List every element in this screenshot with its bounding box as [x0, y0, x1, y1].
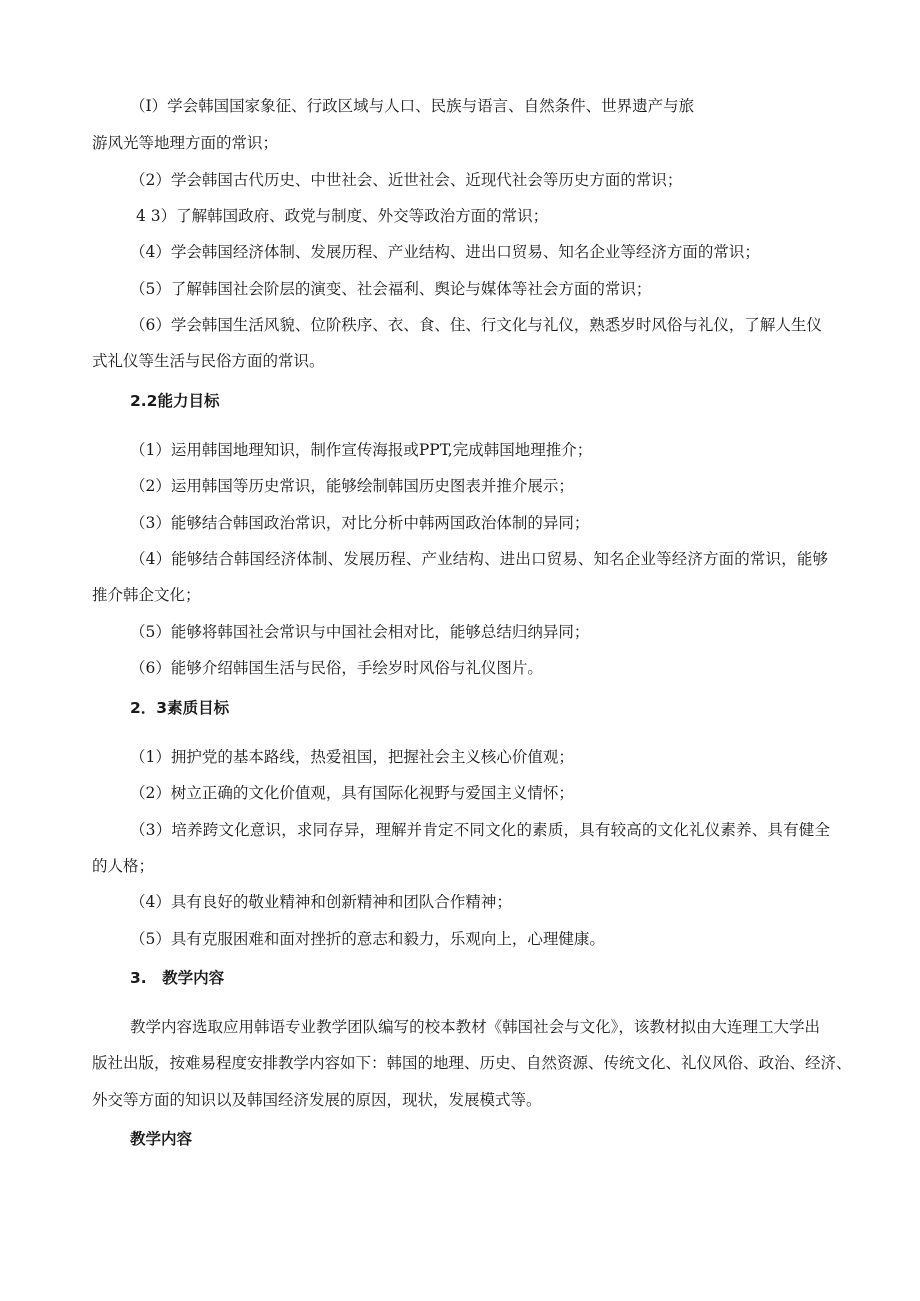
ability-item-4-line-2: 推介韩企文化；: [92, 586, 201, 604]
quality-item-5: （5）具有克服困难和面对挫折的意志和毅力，乐观向上，心理健康。: [130, 930, 605, 948]
ability-item-2: （2）运用韩国等历史常识，能够绘制韩国历史图表并推介展示；: [130, 477, 574, 495]
knowledge-item-5: （5）了解韩国社会阶层的演变、社会福利、舆论与媒体等社会方面的常识；: [130, 280, 652, 298]
ability-item-4-line-1: （4）能够结合韩国经济体制、发展历程、产业结构、进出口贸易、知名企业等经济方面的常识，能够: [130, 550, 828, 568]
content-paragraph-line-2: 版社出版，按难易程度安排教学内容如下：韩国的地理、历史、自然资源、传统文化、礼仪风俗、政治、经济、: [92, 1054, 852, 1072]
knowledge-item-1-line-2: 游风光等地理方面的常识；: [92, 134, 279, 152]
knowledge-item-2: （2）学会韩国古代历史、中世社会、近世社会、近现代社会等历史方面的常识；: [130, 171, 683, 189]
quality-item-3-line-2: 的人格；: [92, 857, 155, 875]
subheading-content: 教学内容: [130, 1130, 193, 1148]
quality-item-4: （4）具有良好的敬业精神和创新精神和团队合作精神；: [130, 893, 512, 911]
quality-item-2: （2）树立正确的文化价值观，具有国际化视野与爱国主义情怀；: [130, 784, 574, 802]
ability-item-1: （1）运用韩国地理知识，制作宣传海报或PPT,完成韩国地理推介；: [130, 441, 593, 459]
content-paragraph-line-1: 教学内容选取应用韩语专业教学团队编写的校本教材《韩国社会与文化》，该教材拟由大连理工大学出: [130, 1018, 820, 1036]
knowledge-item-6-line-1: （6）学会韩国生活风貌、位阶秩序、衣、食、住、行文化与礼仪，熟悉岁时风俗与礼仪，了解人生仪: [130, 316, 822, 334]
knowledge-item-6-line-2: 式礼仪等生活与民俗方面的常识。: [92, 352, 325, 370]
section-heading-content: 3. 教学内容: [130, 969, 225, 987]
quality-item-1: （1）拥护党的基本路线，热爱祖国，把握社会主义核心价值观；: [130, 748, 574, 766]
quality-item-3-line-1: （3）培养跨文化意识，求同存异，理解并肯定不同文化的素质，具有较高的文化礼仪素养、具有健全: [130, 821, 830, 839]
ability-item-5: （5）能够将韩国社会常识与中国社会相对比，能够总结归纳异同；: [130, 623, 590, 641]
knowledge-item-3: 4 3）了解韩国政府、政党与制度、外交等政治方面的常识；: [136, 207, 549, 225]
section-heading-quality: 2．3素质目标: [130, 699, 230, 717]
content-paragraph-line-3: 外交等方面的知识以及韩国经济发展的原因，现状，发展模式等。: [92, 1091, 542, 1109]
ability-item-6: （6）能够介绍韩国生活与民俗，手绘岁时风俗与礼仪图片。: [130, 659, 543, 677]
knowledge-item-4: （4）学会韩国经济体制、发展历程、产业结构、进出口贸易、知名企业等经济方面的常识；: [130, 243, 760, 261]
section-heading-ability: 2.2能力目标: [130, 392, 220, 410]
knowledge-item-1-line-1: （I）学会韩国国家象征、行政区域与人口、民族与语言、自然条件、世界遗产与旅: [130, 97, 695, 115]
ability-item-3: （3）能够结合韩国政治常识，对比分析中韩两国政治体制的异同；: [130, 514, 590, 532]
